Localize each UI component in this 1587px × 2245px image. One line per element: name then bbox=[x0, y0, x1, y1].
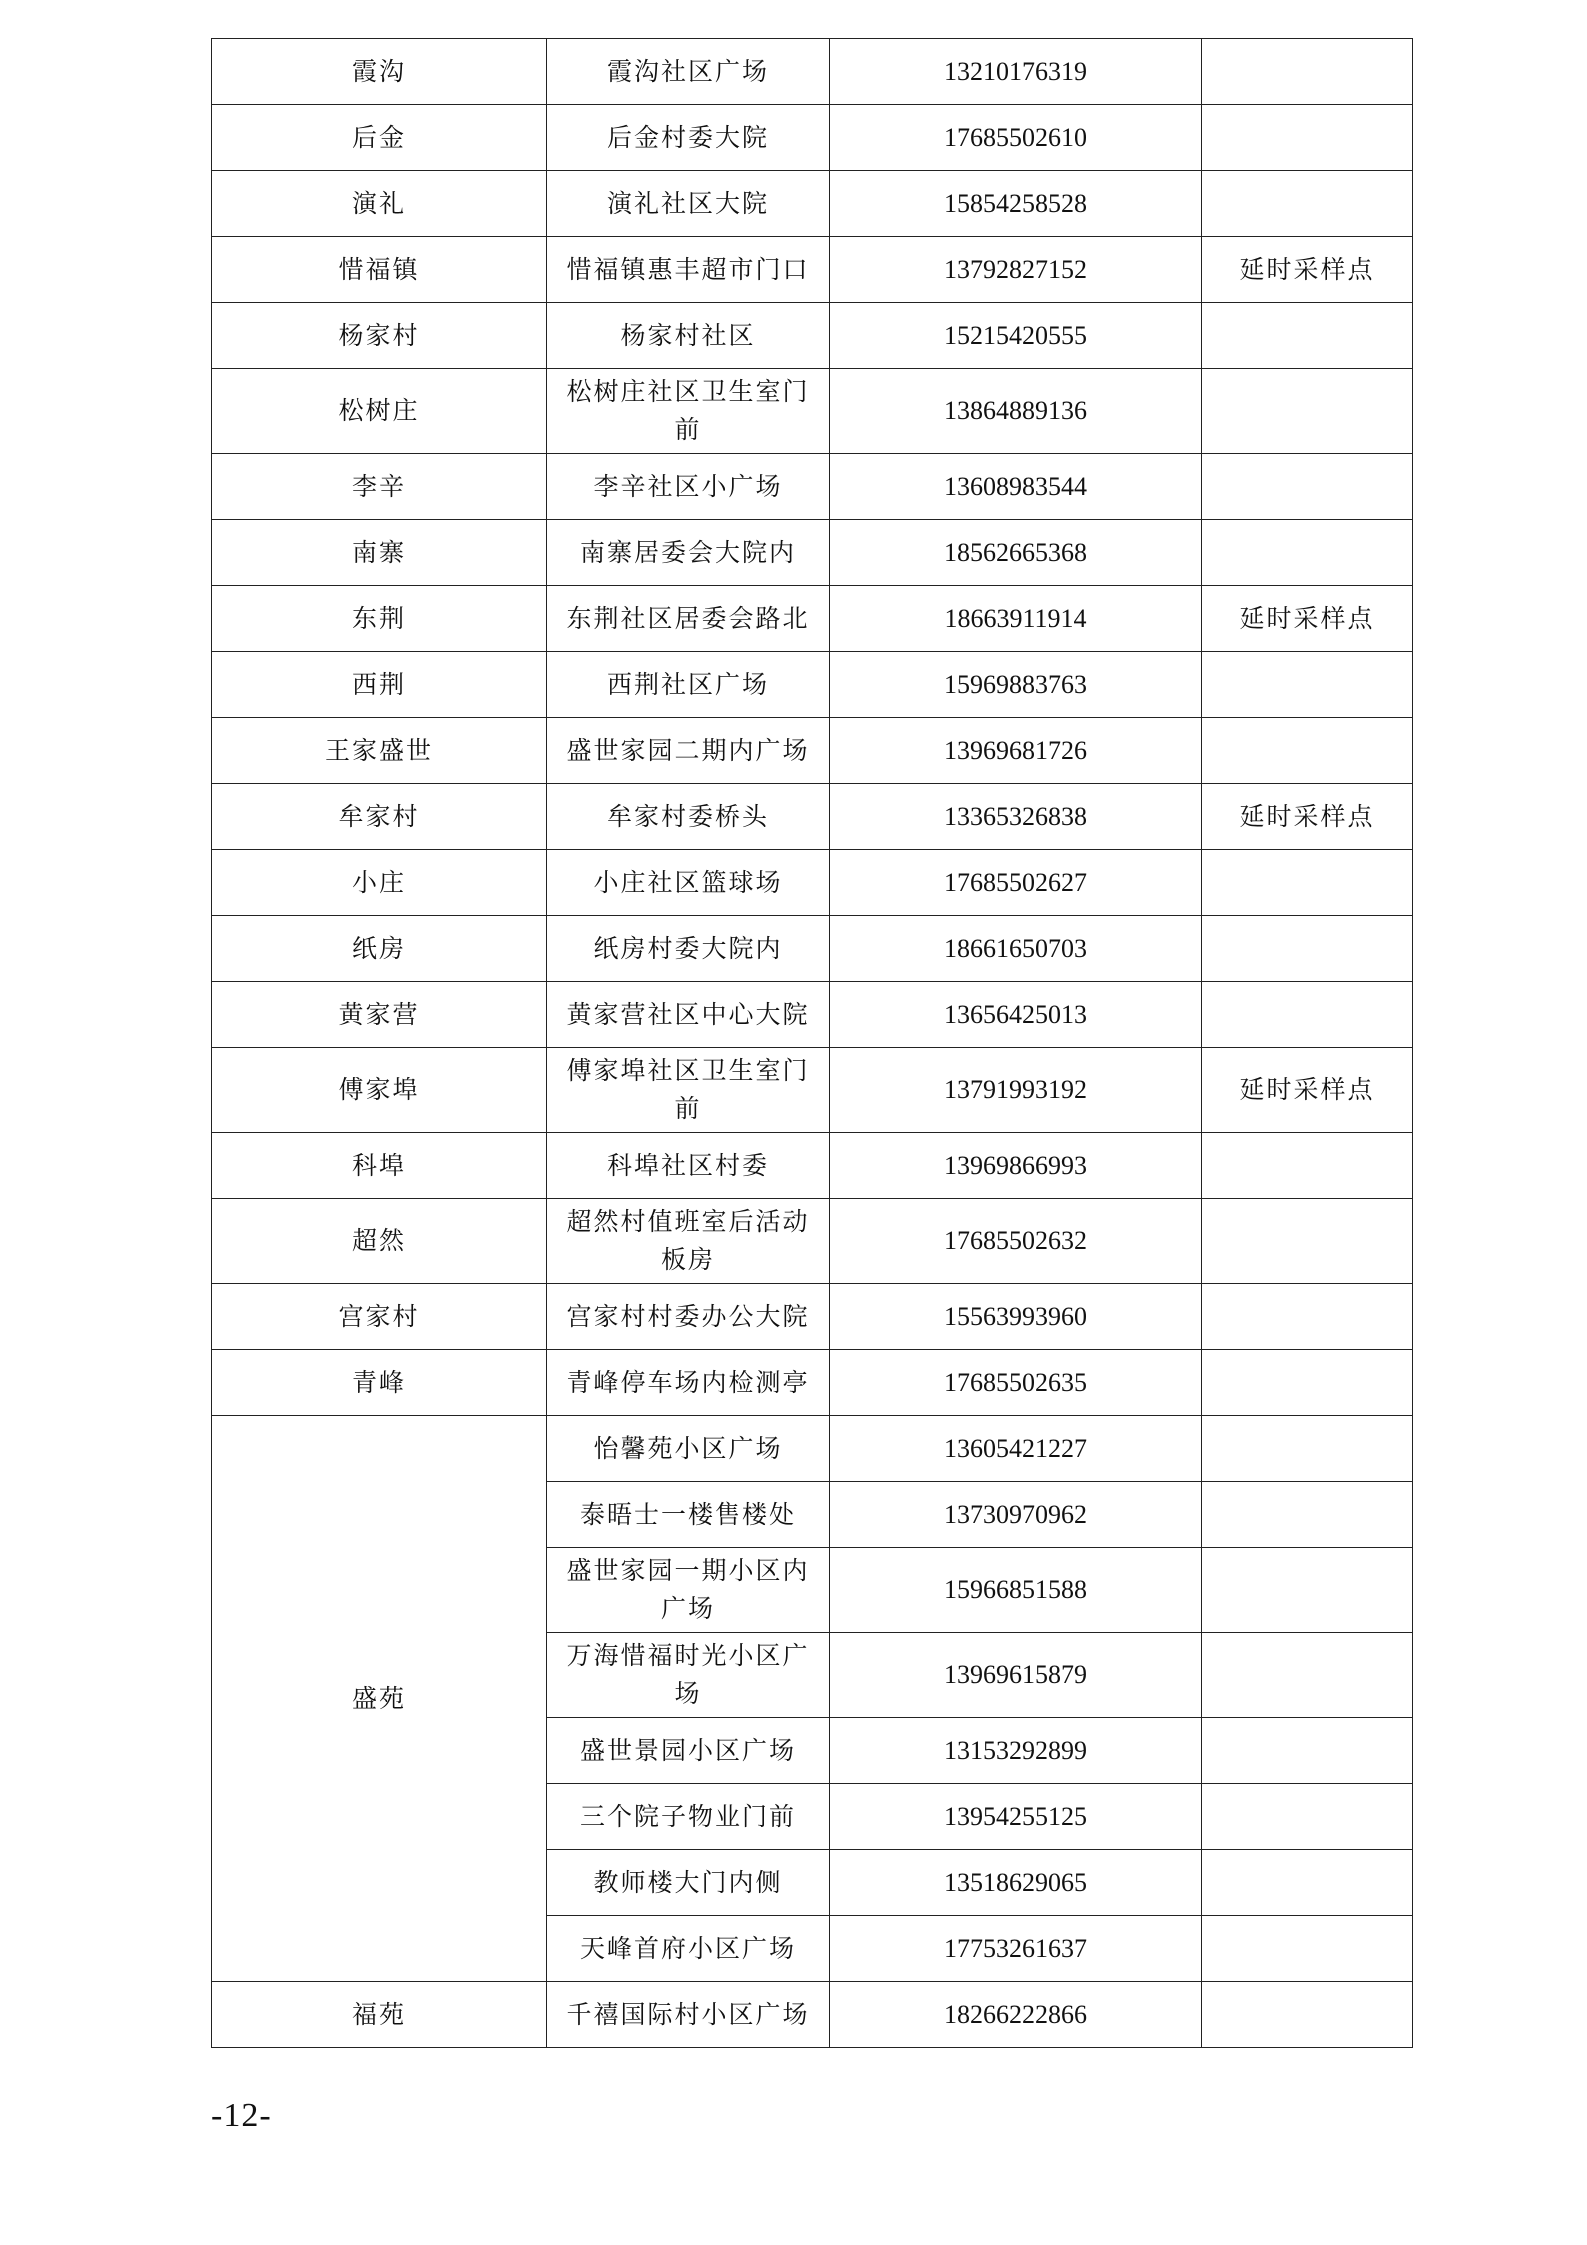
note-cell bbox=[1202, 1199, 1413, 1284]
sampling-sites-table bbox=[211, 38, 1413, 2048]
table-row bbox=[212, 1284, 1413, 1350]
community-cell: 演礼 bbox=[212, 171, 547, 237]
table-row bbox=[212, 171, 1413, 237]
phone-cell: 13608983544 bbox=[830, 454, 1202, 520]
site-cell: 南寨居委会大院内 bbox=[547, 520, 830, 586]
phone-cell: 15969883763 bbox=[830, 652, 1202, 718]
site-cell: 惜福镇惠丰超市门口 bbox=[547, 237, 830, 303]
phone-cell: 13969681726 bbox=[830, 718, 1202, 784]
site-cell: 松树庄社区卫生室门前 bbox=[547, 369, 830, 454]
phone-cell: 15966851588 bbox=[830, 1548, 1202, 1633]
note-cell bbox=[1202, 1784, 1413, 1850]
site-cell: 万海惜福时光小区广场 bbox=[547, 1633, 830, 1718]
note-cell bbox=[1202, 982, 1413, 1048]
note-cell bbox=[1202, 1850, 1413, 1916]
table-row bbox=[212, 1199, 1413, 1284]
note-cell bbox=[1202, 39, 1413, 105]
phone-cell: 17753261637 bbox=[830, 1916, 1202, 1982]
note-cell bbox=[1202, 105, 1413, 171]
site-cell: 天峰首府小区广场 bbox=[547, 1916, 830, 1982]
site-cell: 盛世家园二期内广场 bbox=[547, 718, 830, 784]
phone-cell: 13365326838 bbox=[830, 784, 1202, 850]
community-cell: 南寨 bbox=[212, 520, 547, 586]
table-row bbox=[212, 652, 1413, 718]
table-row bbox=[212, 237, 1413, 303]
site-cell: 青峰停车场内检测亭 bbox=[547, 1350, 830, 1416]
site-cell: 怡馨苑小区广场 bbox=[547, 1416, 830, 1482]
site-cell: 纸房村委大院内 bbox=[547, 916, 830, 982]
table-row bbox=[212, 39, 1413, 105]
note-cell bbox=[1202, 454, 1413, 520]
note-cell bbox=[1202, 1548, 1413, 1633]
phone-cell: 13969615879 bbox=[830, 1633, 1202, 1718]
community-cell: 牟家村 bbox=[212, 784, 547, 850]
site-cell: 泰晤士一楼售楼处 bbox=[547, 1482, 830, 1548]
phone-cell: 17685502635 bbox=[830, 1350, 1202, 1416]
note-cell bbox=[1202, 1916, 1413, 1982]
phone-cell: 18661650703 bbox=[830, 916, 1202, 982]
note-cell bbox=[1202, 171, 1413, 237]
note-cell bbox=[1202, 1482, 1413, 1548]
note-cell bbox=[1202, 369, 1413, 454]
community-cell: 科埠 bbox=[212, 1133, 547, 1199]
site-cell: 超然村值班室后活动板房 bbox=[547, 1199, 830, 1284]
note-cell bbox=[1202, 1633, 1413, 1718]
table-row bbox=[212, 303, 1413, 369]
table-row bbox=[212, 916, 1413, 982]
site-cell: 盛世家园一期小区内广场 bbox=[547, 1548, 830, 1633]
site-cell: 盛世景园小区广场 bbox=[547, 1718, 830, 1784]
note-cell bbox=[1202, 1718, 1413, 1784]
site-cell: 李辛社区小广场 bbox=[547, 454, 830, 520]
note-cell bbox=[1202, 718, 1413, 784]
table-row bbox=[212, 454, 1413, 520]
note-cell bbox=[1202, 850, 1413, 916]
community-cell: 傅家埠 bbox=[212, 1048, 547, 1133]
table-row bbox=[212, 1133, 1413, 1199]
table-row bbox=[212, 1048, 1413, 1133]
community-cell: 黄家营 bbox=[212, 982, 547, 1048]
note-cell bbox=[1202, 520, 1413, 586]
community-cell: 超然 bbox=[212, 1199, 547, 1284]
note-cell bbox=[1202, 1416, 1413, 1482]
table-row bbox=[212, 1350, 1413, 1416]
site-cell: 教师楼大门内侧 bbox=[547, 1850, 830, 1916]
note-cell bbox=[1202, 1982, 1413, 2048]
note-cell bbox=[1202, 1133, 1413, 1199]
site-cell: 演礼社区大院 bbox=[547, 171, 830, 237]
phone-cell: 13792827152 bbox=[830, 237, 1202, 303]
note-cell: 延时采样点 bbox=[1202, 586, 1413, 652]
community-cell: 杨家村 bbox=[212, 303, 547, 369]
site-cell: 牟家村委桥头 bbox=[547, 784, 830, 850]
phone-cell: 13730970962 bbox=[830, 1482, 1202, 1548]
community-cell: 福苑 bbox=[212, 1982, 547, 2048]
table-row bbox=[212, 784, 1413, 850]
phone-cell: 13864889136 bbox=[830, 369, 1202, 454]
site-cell: 黄家营社区中心大院 bbox=[547, 982, 830, 1048]
site-cell: 杨家村社区 bbox=[547, 303, 830, 369]
community-cell: 惜福镇 bbox=[212, 237, 547, 303]
note-cell bbox=[1202, 916, 1413, 982]
site-cell: 小庄社区篮球场 bbox=[547, 850, 830, 916]
phone-cell: 13153292899 bbox=[830, 1718, 1202, 1784]
phone-cell: 17685502632 bbox=[830, 1199, 1202, 1284]
site-cell: 科埠社区村委 bbox=[547, 1133, 830, 1199]
site-cell: 千禧国际村小区广场 bbox=[547, 1982, 830, 2048]
phone-cell: 18266222866 bbox=[830, 1982, 1202, 2048]
phone-cell: 13656425013 bbox=[830, 982, 1202, 1048]
community-cell: 王家盛世 bbox=[212, 718, 547, 784]
table-row bbox=[212, 520, 1413, 586]
note-cell bbox=[1202, 303, 1413, 369]
page-number: -12- bbox=[211, 2097, 272, 2134]
phone-cell: 13954255125 bbox=[830, 1784, 1202, 1850]
community-cell: 李辛 bbox=[212, 454, 547, 520]
note-cell bbox=[1202, 1284, 1413, 1350]
note-cell: 延时采样点 bbox=[1202, 784, 1413, 850]
phone-cell: 17685502627 bbox=[830, 850, 1202, 916]
note-cell bbox=[1202, 652, 1413, 718]
phone-cell: 18562665368 bbox=[830, 520, 1202, 586]
site-cell: 后金村委大院 bbox=[547, 105, 830, 171]
phone-cell: 13605421227 bbox=[830, 1416, 1202, 1482]
phone-cell: 15854258528 bbox=[830, 171, 1202, 237]
site-cell: 傅家埠社区卫生室门前 bbox=[547, 1048, 830, 1133]
community-cell: 东荆 bbox=[212, 586, 547, 652]
phone-cell: 13518629065 bbox=[830, 1850, 1202, 1916]
community-cell: 小庄 bbox=[212, 850, 547, 916]
table-row bbox=[212, 586, 1413, 652]
table-row bbox=[212, 982, 1413, 1048]
community-cell: 宫家村 bbox=[212, 1284, 547, 1350]
phone-cell: 13210176319 bbox=[830, 39, 1202, 105]
table-row bbox=[212, 105, 1413, 171]
community-cell: 纸房 bbox=[212, 916, 547, 982]
site-cell: 宫家村村委办公大院 bbox=[547, 1284, 830, 1350]
table-row bbox=[212, 718, 1413, 784]
community-cell: 松树庄 bbox=[212, 369, 547, 454]
table-row bbox=[212, 1982, 1413, 2048]
table-row bbox=[212, 369, 1413, 454]
table-row bbox=[212, 850, 1413, 916]
phone-cell: 15563993960 bbox=[830, 1284, 1202, 1350]
community-cell: 青峰 bbox=[212, 1350, 547, 1416]
community-cell: 盛苑 bbox=[212, 1416, 547, 1982]
note-cell: 延时采样点 bbox=[1202, 237, 1413, 303]
community-cell: 西荆 bbox=[212, 652, 547, 718]
community-cell: 霞沟 bbox=[212, 39, 547, 105]
note-cell: 延时采样点 bbox=[1202, 1048, 1413, 1133]
phone-cell: 15215420555 bbox=[830, 303, 1202, 369]
site-cell: 东荆社区居委会路北 bbox=[547, 586, 830, 652]
phone-cell: 18663911914 bbox=[830, 586, 1202, 652]
site-cell: 三个院子物业门前 bbox=[547, 1784, 830, 1850]
community-cell: 后金 bbox=[212, 105, 547, 171]
site-cell: 西荆社区广场 bbox=[547, 652, 830, 718]
phone-cell: 13969866993 bbox=[830, 1133, 1202, 1199]
note-cell bbox=[1202, 1350, 1413, 1416]
table-row bbox=[212, 1416, 1413, 1482]
phone-cell: 13791993192 bbox=[830, 1048, 1202, 1133]
site-cell: 霞沟社区广场 bbox=[547, 39, 830, 105]
phone-cell: 17685502610 bbox=[830, 105, 1202, 171]
